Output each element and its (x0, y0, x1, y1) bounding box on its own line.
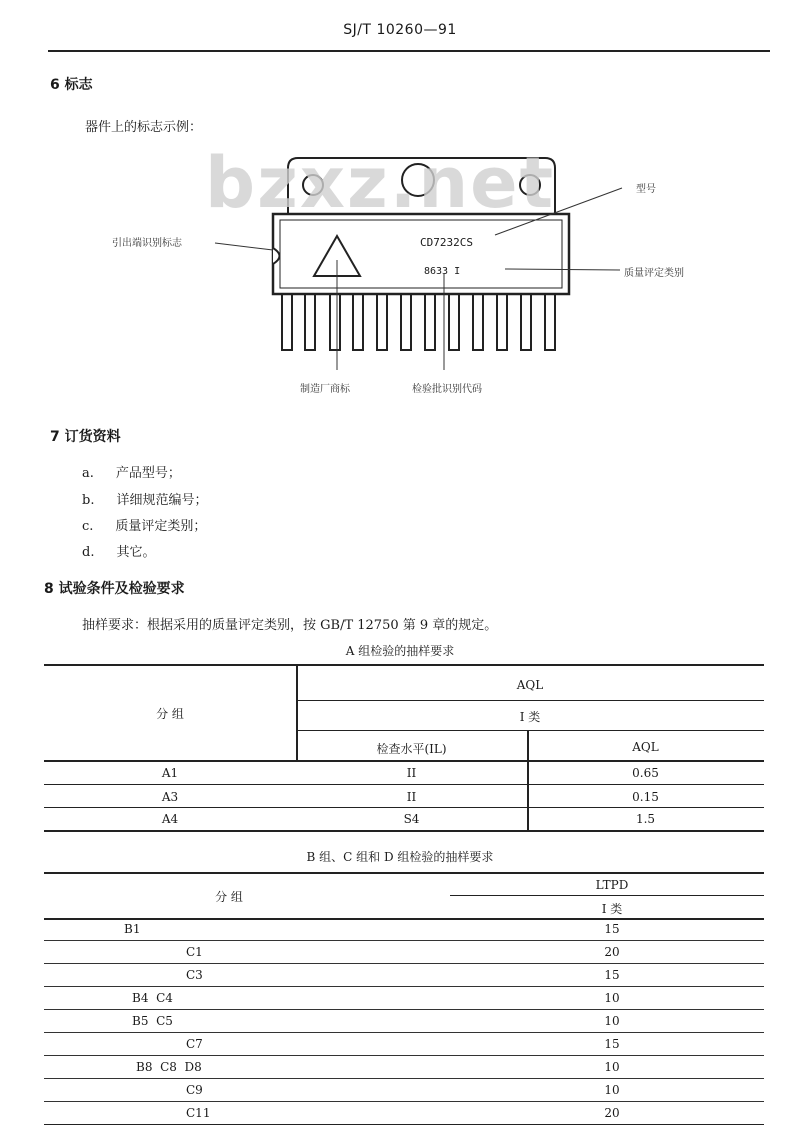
table-a-row-1-aql: 0.65 (632, 766, 659, 780)
section-8-title: 8 试验条件及检验要求 (44, 581, 185, 597)
section-6-title: 6 标志 (50, 77, 93, 93)
table-b-caption: B 组、C 组和 D 组检验的抽样要求 (306, 850, 494, 864)
table-row: B4 C4 10 (44, 987, 764, 1010)
label-batch-code: 检验批识别代码 (412, 384, 482, 395)
table-a-row-2-aql: 0.15 (632, 790, 659, 804)
table-a-group-header: 分 组 (156, 707, 184, 721)
table-row: C1 20 (44, 941, 764, 964)
table-a-class-header: I 类 (519, 710, 541, 724)
table-a-row-1-group: A1 (161, 766, 179, 780)
table-a-aql-subheader: AQL (632, 740, 659, 754)
order-item-b: b. 详细规范编号； (82, 493, 208, 508)
table-a-caption: A 组检验的抽样要求 (345, 644, 455, 658)
table-a-row-3-group: A4 (161, 812, 179, 826)
order-item-c: c. 质量评定类别； (82, 519, 207, 534)
order-item-a: a. 产品型号； (82, 466, 181, 481)
watermark: bzxz.net (205, 142, 556, 224)
header-rule (48, 50, 770, 52)
table-b-ltpd-header: LTPD (595, 878, 629, 892)
label-model: 型号 (636, 184, 656, 195)
table-a-row-1-il: II (406, 766, 417, 780)
label-manufacturer-mark: 制造厂商标 (300, 384, 350, 395)
table-a-il-header: 检查水平(IL) (376, 742, 447, 756)
label-quality-category: 质量评定类别 (624, 268, 684, 279)
document-number: SJ/T 10260—91 (343, 22, 457, 38)
table-row: C11 20 (44, 1102, 764, 1125)
table-row: B5 C5 10 (44, 1010, 764, 1033)
table-row: B8 C8 D8 10 (44, 1056, 764, 1079)
table-a-row-3-il: S4 (403, 812, 420, 826)
table-b-body (44, 918, 764, 1125)
chip-marking-text: CD7232CS (420, 236, 473, 249)
table-a-row-2-group: A3 (161, 790, 179, 804)
table-row: C7 15 (44, 1033, 764, 1056)
section-7-title: 7 订货资料 (50, 429, 121, 445)
table-b-class-header: I 类 (601, 902, 623, 916)
order-item-d: d. 其它。 (82, 545, 156, 560)
label-pin-identification: 引出端识别标志 (112, 238, 182, 249)
table-b-group-header: 分 组 (215, 890, 243, 904)
table-a-aql-header: AQL (516, 678, 544, 692)
table-row: B1 15 (44, 918, 764, 941)
batch-code-text: 8633 I (424, 266, 461, 277)
table-row: C9 10 (44, 1079, 764, 1102)
table-a-row-3-aql: 1.5 (635, 812, 656, 826)
section-6-intro: 器件上的标志示例： (85, 120, 203, 135)
table-a-row-2-il: II (406, 790, 417, 804)
table-row: C3 15 (44, 964, 764, 987)
sampling-requirement: 抽样要求：根据采用的质量评定类别，按 GB/T 12750 第 9 章的规定。 (82, 618, 498, 633)
